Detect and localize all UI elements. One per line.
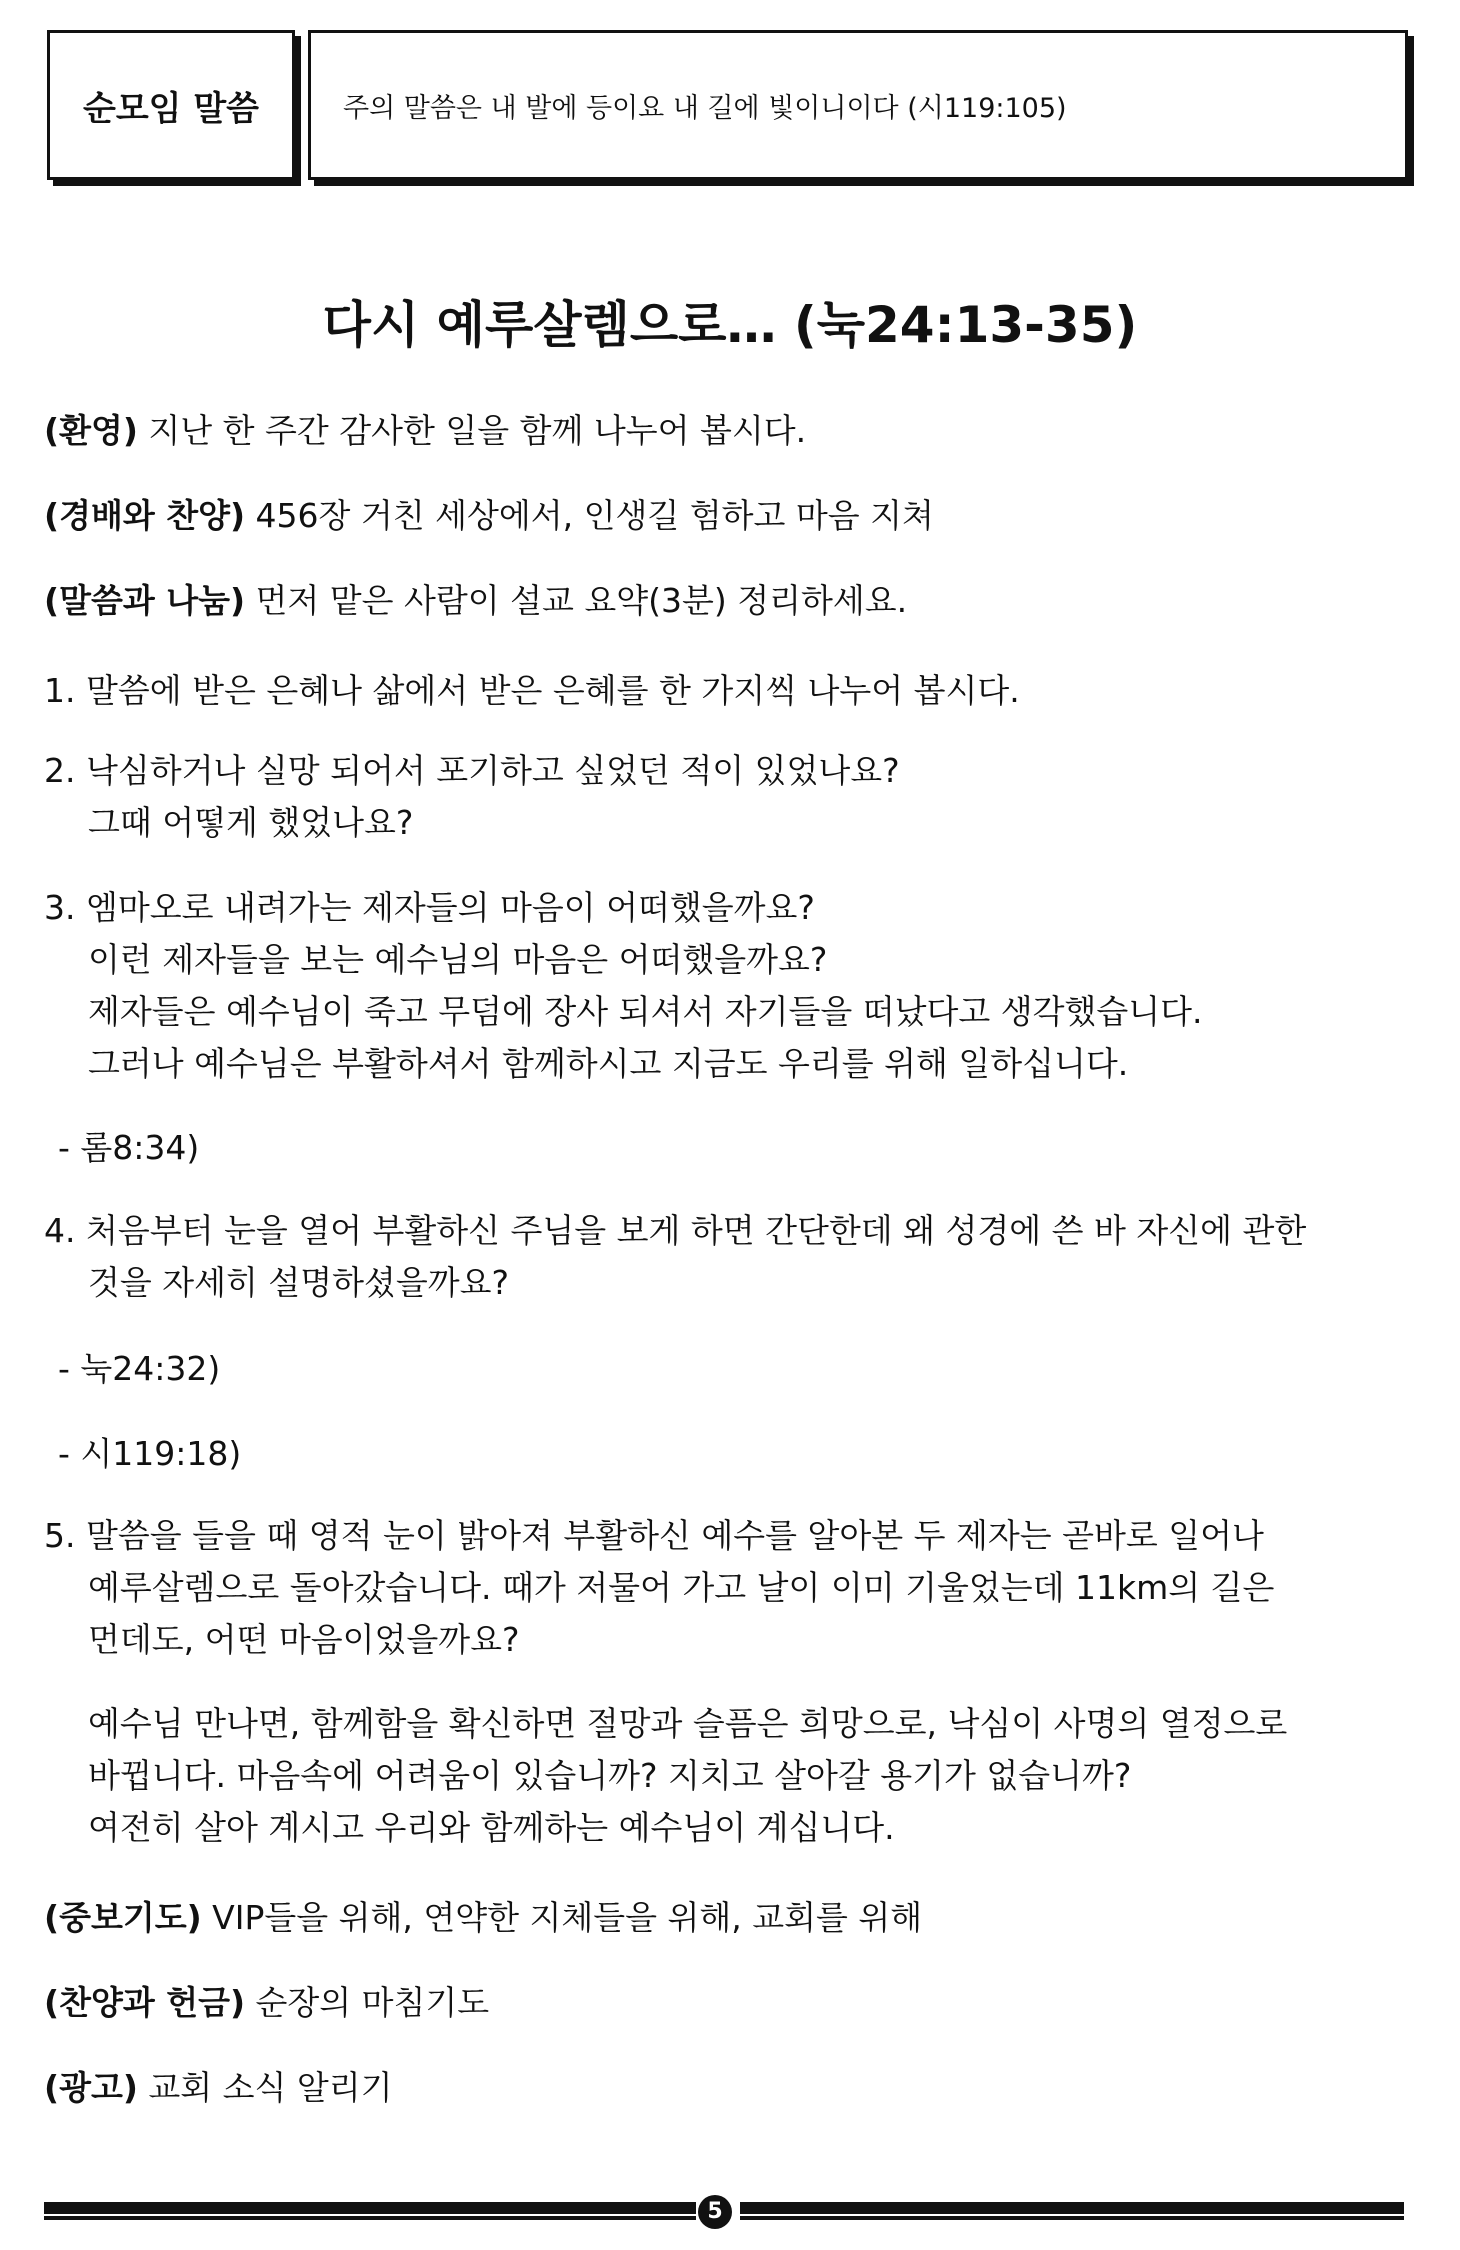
footer-rule-right	[740, 2202, 1404, 2214]
question-5-line-2: 예루살렘으로 돌아갔습니다. 때가 저물어 가고 날이 이미 기울었는데 11km의 길은	[88, 1568, 1275, 1607]
header-label: 순모임 말씀	[82, 88, 260, 129]
header-verse: 주의 말씀은 내 발에 등이요 내 길에 빛이니이다 (시119:105)	[343, 92, 1067, 124]
question-5-note-line-3: 여전히 살아 계시고 우리와 함께하는 예수님이 계십니다.	[88, 1808, 895, 1847]
prayer-line	[44, 1892, 1384, 1944]
question-2-line-2: 그때 어떻게 했었나요?	[88, 803, 414, 842]
question-3-line-2: 이런 제자들을 보는 예수님의 마음은 어떠했을까요?	[88, 940, 828, 979]
notice-label: (광고)	[44, 2068, 138, 2107]
question-3-line-1: 3. 엠마오로 내려가는 제자들의 마음이 어떠했을까요?	[44, 888, 815, 927]
welcome-text: 지난 한 주간 감사한 일을 함께 나누어 봅시다.	[137, 411, 807, 450]
question-1: 1. 말씀에 받은 은혜나 삶에서 받은 은혜를 한 가지씩 나누어 봅시다.	[44, 671, 1020, 710]
offering-label: (찬양과 헌금)	[44, 1983, 246, 2022]
offering-line	[44, 1977, 1384, 2029]
sharing-line	[44, 575, 1384, 627]
sharing-label: (말씀과 나눔)	[44, 581, 246, 620]
page-title: 다시 예루살렘으로… (눅24:13-35)	[322, 296, 1138, 354]
question-4-reference-2: - 시119:18)	[58, 1434, 242, 1473]
question-3-line-4: 그러나 예수님은 부활하셔서 함께하시고 지금도 우리를 위해 일하십니다.	[88, 1044, 1129, 1083]
page-number: 5	[698, 2195, 732, 2229]
notice-line	[44, 2062, 1384, 2114]
welcome-line	[44, 405, 1384, 457]
worship-line	[44, 490, 1384, 542]
question-5-line-1: 5. 말씀을 들을 때 영적 눈이 밝아져 부활하신 예수를 알아본 두 제자는 곧바로 일어나	[44, 1516, 1264, 1555]
question-3-line-3: 제자들은 예수님이 죽고 무덤에 장사 되셔서 자기들을 떠났다고 생각했습니다.	[88, 992, 1203, 1031]
prayer-label: (중보기도)	[44, 1898, 202, 1937]
offering-text: 순장의 마침기도	[245, 1983, 490, 2022]
worship-label: (경배와 찬양)	[44, 496, 246, 535]
footer-rule-left	[44, 2202, 696, 2214]
question-5-note-line-1: 예수님 만나면, 함께함을 확신하면 절망과 슬픔은 희망으로, 낙심이 사명의 열정으로	[88, 1704, 1288, 1743]
question-3-reference: - 롬8:34)	[58, 1128, 200, 1167]
question-4-reference-1: - 눅24:32)	[58, 1349, 221, 1388]
worship-text: 456장 거친 세상에서, 인생길 험하고 마음 지쳐	[245, 496, 934, 535]
question-4-line-1: 4. 처음부터 눈을 열어 부활하신 주님을 보게 하면 간단한데 왜 성경에 쓴 바 자신에 관한	[44, 1211, 1307, 1250]
notice-text: 교회 소식 알리기	[137, 2068, 393, 2107]
question-5-note-line-2: 바뀝니다. 마음속에 어려움이 있습니까? 지치고 살아갈 용기가 없습니까?	[88, 1756, 1132, 1795]
prayer-text: VIP들을 위해, 연약한 지체들을 위해, 교회를 위해	[201, 1898, 923, 1937]
welcome-label: (환영)	[44, 411, 138, 450]
question-2-line-1: 2. 낙심하거나 실망 되어서 포기하고 싶었던 적이 있었나요?	[44, 751, 900, 790]
question-5-line-3: 먼데도, 어떤 마음이었을까요?	[88, 1620, 520, 1659]
header-verse-box	[308, 30, 1408, 180]
header-label-box	[47, 30, 295, 180]
sharing-text: 먼저 맡은 사람이 설교 요약(3분) 정리하세요.	[245, 581, 908, 620]
question-4-line-2: 것을 자세히 설명하셨을까요?	[88, 1263, 510, 1302]
